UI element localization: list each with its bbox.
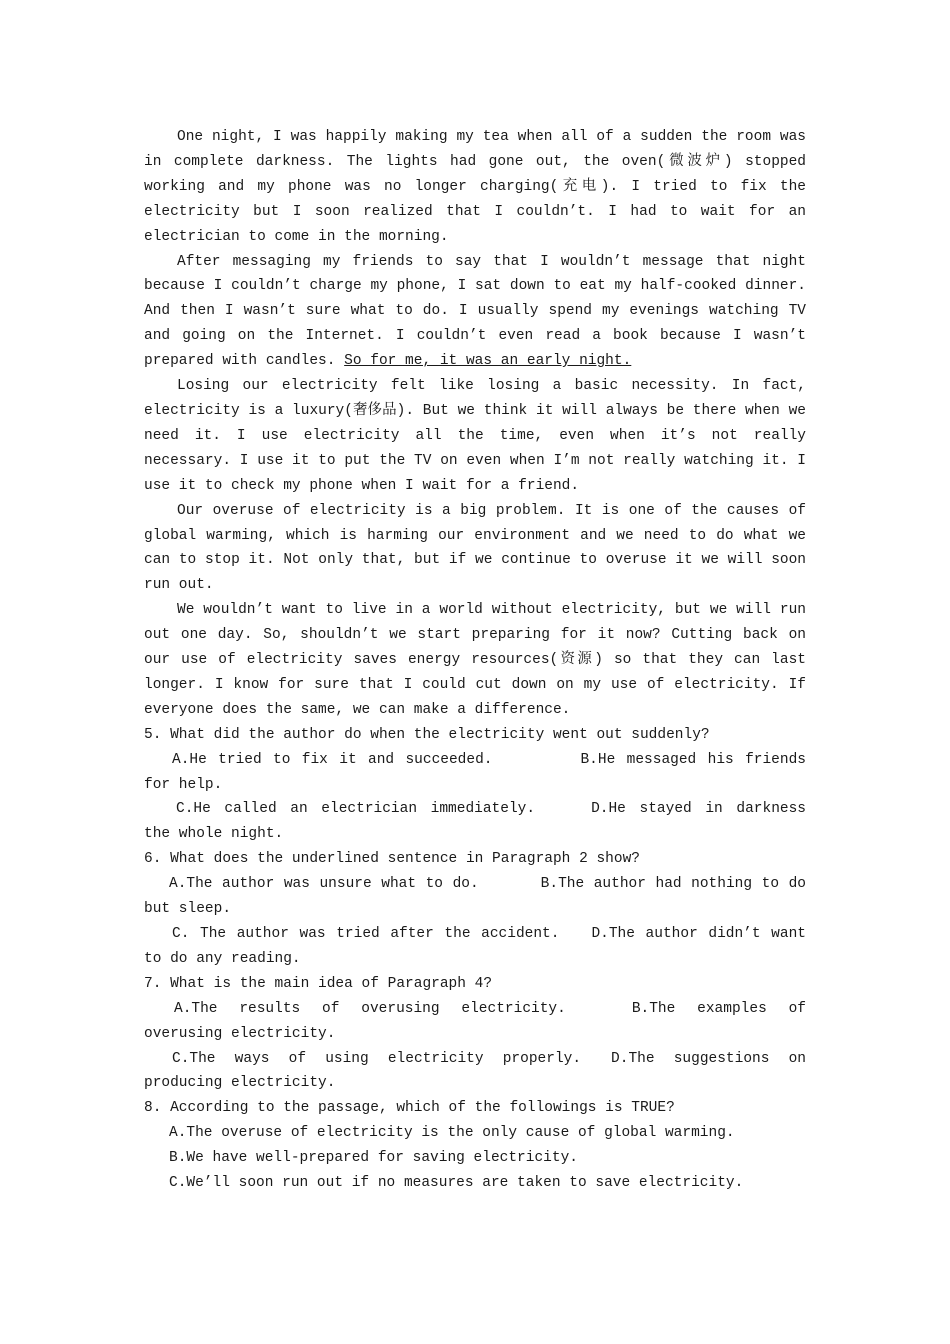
- question-7-stem: 7. What is the main idea of Paragraph 4?: [144, 975, 493, 992]
- question-6-option-a: A.The author was unsure what to do.: [169, 876, 479, 893]
- question-7-options-ab: [144, 997, 806, 1047]
- question-5-options-cd: [144, 797, 806, 847]
- question-8-option-a: A.The overuse of electricity is the only cause of global warming.: [169, 1125, 735, 1142]
- question-7-option-c: C.The ways of using electricity properly.: [172, 1050, 582, 1067]
- question-5-stem: 5. What did the author do when the electricity went out suddenly?: [144, 726, 710, 743]
- underlined-sentence: So for me, it was an early night.: [344, 353, 632, 370]
- question-5-option-d: D.He stayed in darkness the whole night.: [144, 801, 806, 843]
- paragraph-1: One night, I was happily making my tea when all of a sudden the room was in complete darkness. The lights had gone out, the oven(微波炉) stopped working and my phone was no longer charging(充电). I tried to fix the electricity but I soon realized that I couldn’t. I had to wait for an electrician to come in the morning.: [144, 129, 806, 245]
- question-5-option-a: A.He tried to fix it and succeeded.: [172, 751, 493, 768]
- question-5-options-ab: [144, 748, 806, 798]
- paragraph-4: Our overuse of electricity is a big problem. It is one of the causes of global warming, which is harming our environment and we need to do what we can to stop it. Not only that, but if we continue to overuse it we will soon run out.: [144, 502, 806, 594]
- question-8-option-c: C.We’ll soon run out if no measures are taken to save electricity.: [169, 1175, 744, 1192]
- paragraph-2-text: After messaging my friends to say that I wouldn’t message that night because I couldn’t charge my phone, I sat down to eat my half-cooked dinner. And then I wasn’t sure what to do. I usually spend my evenings watching TV and going on the Internet. I couldn’t even read a book because I wasn’t prepared with candles.: [144, 253, 806, 370]
- question-6-options-ab: [144, 872, 806, 922]
- question-6-option-c: C. The author was tried after the accident.: [172, 926, 560, 942]
- question-6-option-d: D.The author didn’t want to do any reading.: [144, 926, 806, 967]
- paragraph-5: We wouldn’t want to live in a world without electricity, but we will run out one day. So, shouldn’t we start preparing for it now? Cutting back on our use of electricity saves energy resources(资源) so that they can last longer. I know for sure that I could cut down on my use of electricity. If everyone does the same, we can make a difference.: [144, 602, 806, 718]
- question-7-option-a: A.The results of overusing electricity.: [174, 1000, 566, 1017]
- paragraph-2: [144, 250, 806, 375]
- question-6-option-b: B.The author had nothing to do but sleep.: [144, 876, 806, 918]
- question-8-option-b: B.We have well-prepared for saving electricity.: [169, 1150, 578, 1167]
- question-7-option-d: D.The suggestions on producing electricity.: [144, 1050, 806, 1092]
- question-5-option-b: B.He messaged his friends for help.: [144, 751, 806, 793]
- question-6-stem: 6. What does the underlined sentence in Paragraph 2 show?: [144, 851, 640, 868]
- paragraph-3: Losing our electricity felt like losing a basic necessity. In fact, electricity is a luxury(奢侈品). But we think it will always be there when we need it. I use electricity all the time, even when it’s not really necessary. I use it to put the TV on even when I’m not really watching it. I use it to check my phone when I wait for a friend.: [144, 378, 806, 494]
- question-6-options-cd: [144, 922, 806, 972]
- question-7-option-b: B.The examples of overusing electricity.: [144, 1000, 806, 1042]
- question-8-stem: 8. According to the passage, which of the followings is TRUE?: [144, 1100, 675, 1117]
- question-5-option-c: C.He called an electrician immediately.: [176, 801, 536, 818]
- question-7-options-cd: [144, 1047, 806, 1097]
- document-page: [144, 125, 806, 1196]
